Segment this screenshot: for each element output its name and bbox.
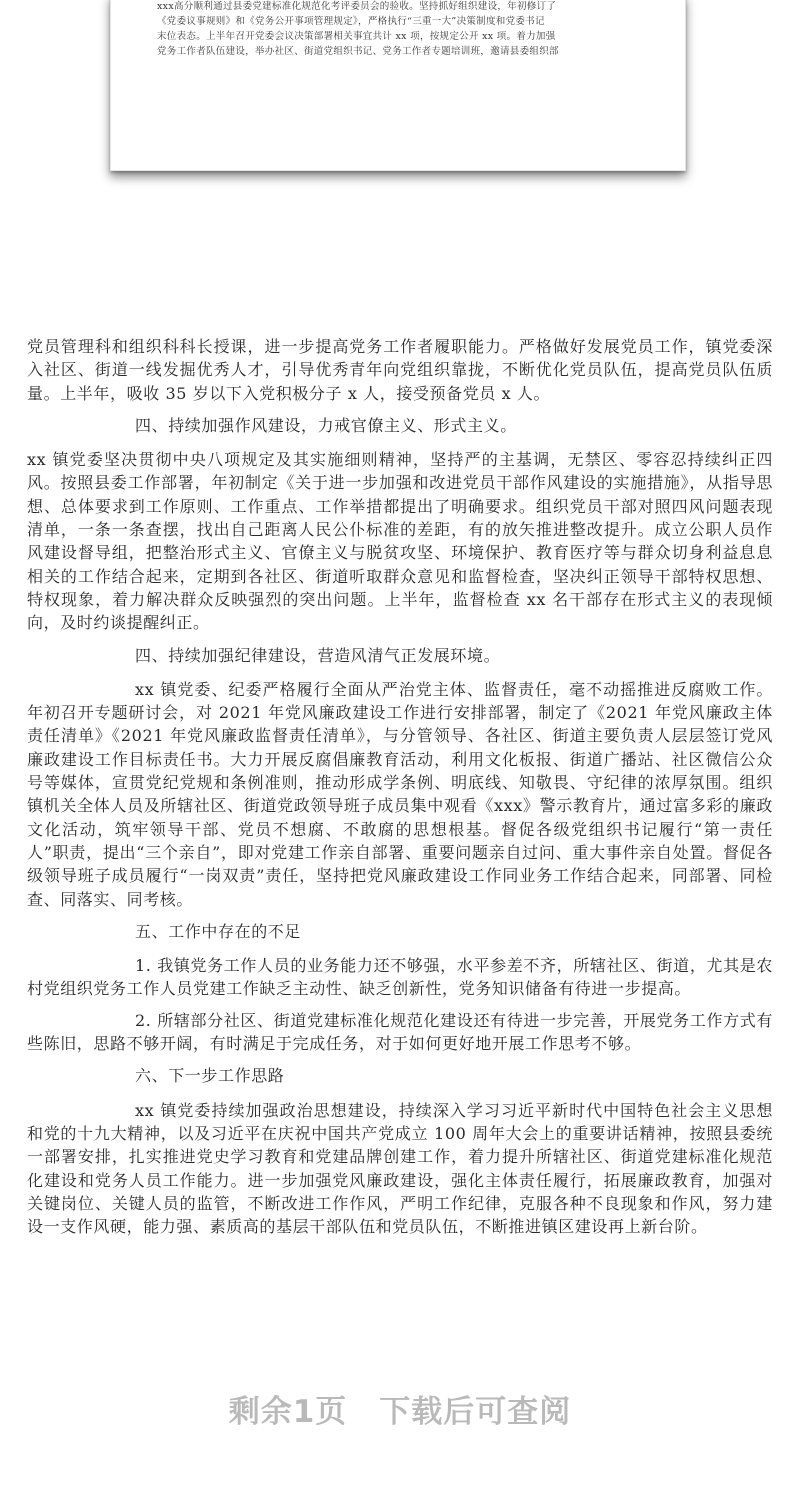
section-heading: 四、持续加强纪律建设，营造风清气正发展环境。 [135,645,501,665]
preview-line: xxx高分顺利通过县委党建标准化规范化考评委员会的验收。坚持抓好组织建设，年初修订了 [157,1,557,12]
paragraph: 2. 所辖部分社区、街道党建标准化规范化建设还有待进一步完善，开展党务工作方式有些陈旧，思路不够开阔，有时满足于完成任务，对于如何更好地开展工作思考不够。 [27,1010,773,1054]
document-body [27,335,773,1238]
paragraph: xx 镇党委坚决贯彻中央八项规定及其实施细则精神，坚持严的主基调，无禁区、零容忍持续纠正四风。按照县委工作部署，年初制定《关于进一步加强和改进党员干部作风建设的实施措施》，从指导思想、总体要求到工作原则、工作重点、工作举措都提出了明确要求。组织党员干部对照四风问题表现清单，一条一条查摆，找出自己距离人民公仆标准的差距，有的放矢推进整改提升。成立公职人员作风建设督导组，把整治形式主义、官僚主义与脱贫攻坚、环境保护、教育医疗等与群众切身利益息息相关的工作结合起来，定期到各社区、街道听取群众意见和监督检查，坚决纠正领导干部特权思想、特权现象，着力解决群众反映强烈的突出问题。上半年，监督检查 xx 名干部存在形式主义的表现倾向，及时约谈提醒纠正。 [27,450,773,633]
preview-line: 《党委议事规则》和《党务公开事项管理规定》，严格执行“三重一大”决策制度和党委书记 [157,16,545,27]
section-heading: 五、工作中存在的不足 [135,921,302,941]
document-preview-card [110,0,686,171]
section-heading: 六、下一步工作思路 [135,1066,285,1086]
paragraph: xx 镇党委、纪委严格履行全面从严治党主体、监督责任，毫不动摇推进反腐败工作。年初召开专题研讨会，对 2021 年党风廉政建设工作进行安排部署，制定了《2021 年党风廉政主体责任清单》《2021 年党风廉政监督责任清单》，与分管领导、各社区、街道主要负责人层层签订党风廉政建设工作目标责任书。大力开展反腐倡廉教育活动，利用文化板报、街道广播站、社区微信公众号等媒体，宣贯党纪党规和条例准则，推动形成学条例、明底线、知敬畏、守纪律的浓厚氛围。组织镇机关全体人员及所辖社区、街道党政领导班子成员集中观看《xxx》警示教育片，通过富多彩的廉政文化活动，筑牢领导干部、党员不想腐、不敢腐的思想根基。督促各级党组织书记履行“第一责任人”职责，提出“三个亲自”，即对党建工作亲自部署、重要问题亲自过问、重大事件亲自处置。督促各级领导班子成员履行“一岗双责”责任，坚持把党风廉政建设工作同业务工作结合起来，同部署、同检查、同落实、同考核。 [27,679,773,909]
preview-line: 末位表态。上半年召开党委会议决策部署相关事宜共计 xx 项，按规定公开 xx 项。着力加强 [157,31,556,42]
paragraph: xx 镇党委持续加强政治思想建设，持续深入学习习近平新时代中国特色社会主义思想和党的十九大精神，以及习近平在庆祝中国共产党成立 100 周年大会上的重要讲话精神，按照县委统一部署安排，扎实推进党史学习教育和党建品牌创建工作，着力提升所辖社区、街道党建标准化规范化建设和党务人员工作能力。进一步加强党风廉政建设，强化主体责任履行，拓展廉政教育，加强对关键岗位、关键人员的监管，不断改进工作作风，严明工作纪律，克服各种不良现象和作风，努力建设一支作风硬，能力强、素质高的基层干部队伍和党员队伍，不断推进镇区建设再上新台阶。 [27,1100,773,1237]
section-heading: 四、持续加强作风建设，力戒官僚主义、形式主义。 [135,415,517,435]
preview-line: 党务工作者队伍建设，举办社区、街道党组织书记、党务工作者专题培训班，邀请县委组织部 [157,46,559,57]
paragraph: 党员管理科和组织科科长授课，进一步提高党务工作者履职能力。严格做好发展党员工作，镇党委深入社区、街道一线发掘优秀人才，引导优秀青年向党组织靠拢，不断优化党员队伍，提高党员队伍质量。上半年，吸收 35 岁以下入党积极分子 x 人，接受预备党员 x 人。 [27,337,773,403]
remaining-pages-banner[interactable]: 剩余1页 下载后可查阅 [228,1394,572,1430]
paragraph: 1. 我镇党务工作人员的业务能力还不够强，水平参差不齐，所辖社区、街道，尤其是农村党组织党务工作人员党建工作缺乏主动性、缺乏创新性，党务知识储备有待进一步提高。 [27,956,773,999]
